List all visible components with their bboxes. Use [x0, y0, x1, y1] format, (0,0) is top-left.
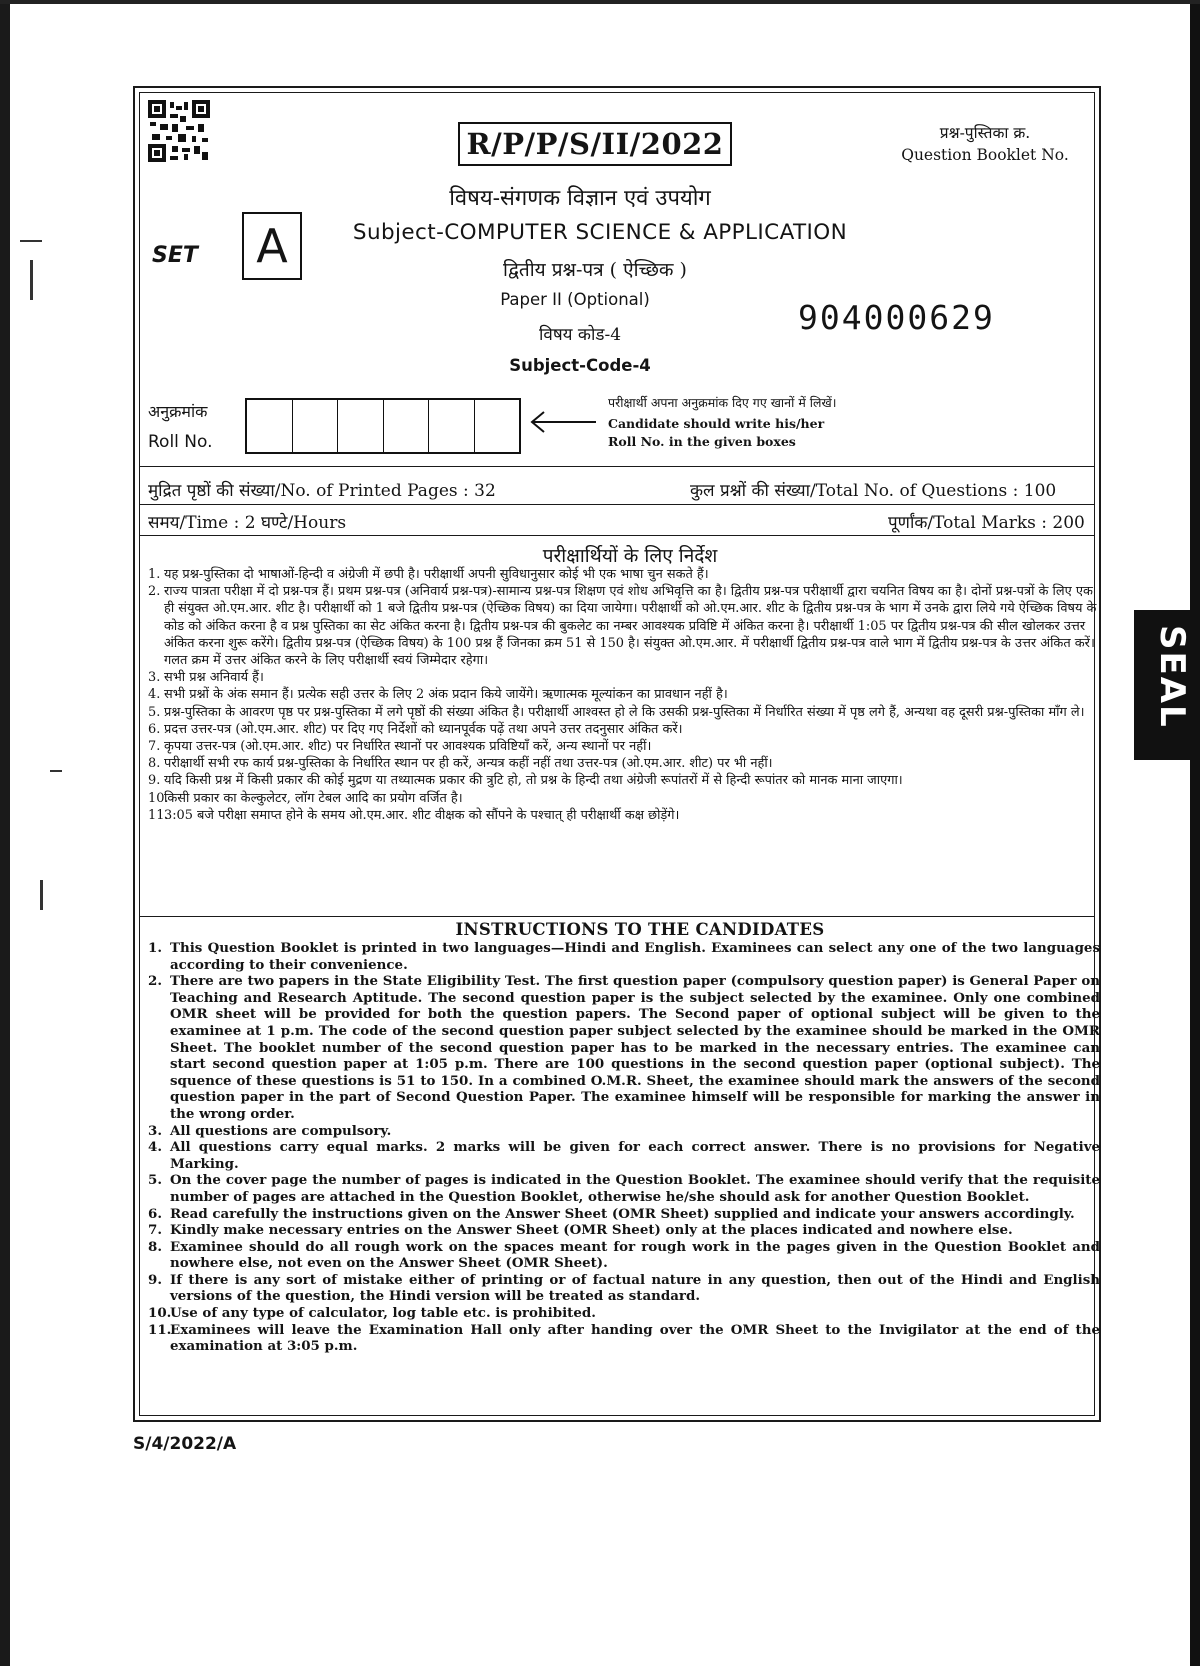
exam-time: समय/Time : 2 घण्टे/Hours: [148, 513, 347, 533]
printed-pages: मुद्रित पृष्ठों की संख्या/No. of Printed Pages : 32: [148, 481, 496, 501]
roll-digit-box[interactable]: [247, 400, 293, 452]
divider: [139, 504, 1095, 505]
roll-number-boxes[interactable]: [245, 398, 521, 454]
instruction-item: 9. If there is any sort of mistake either of printing or of factual nature in any question, then out of the Hindi and English versions of the question, the Hindi version will be treated as standard.: [148, 1271, 1100, 1305]
booklet-number-label: [880, 122, 1090, 166]
instruction-item: 9. यदि किसी प्रश्न में किसी प्रकार की कोई मुद्रण या तथ्यात्मक प्रकार की त्रुटि हो, तो प्रश्न के हिन्दी तथा अंग्रेजी रूपांतरों में से हिन्दी रूपांतर को मानक माना जाएगा।: [148, 773, 903, 789]
roll-digit-box[interactable]: [293, 400, 339, 452]
booklet-number-label-hi: प्रश्न-पुस्तिका क्र.: [939, 124, 1031, 142]
paper-title-en: Paper II (Optional): [500, 290, 650, 309]
subject-title-en: Subject-COMPUTER SCIENCE & APPLICATION: [352, 220, 848, 245]
scan-edge-left: [0, 0, 10, 1666]
instruction-item: 3. All questions are compulsory.: [148, 1122, 392, 1139]
instruction-item: 5. प्रश्न-पुस्तिका के आवरण पृष्ठ पर प्रश्न-पुस्तिका में लगे पृष्ठों की संख्या अंकित है। परीक्षार्थी आश्वस्त हो ले कि उसकी प्रश्न-पुस्तिका में निर्धारित संख्या में पृष्ठ लगे हैं, अन्यथा वह दूसरी प्रश्न-पुस्तिका माँग ले।: [148, 704, 1085, 720]
instructions-list-hi: [148, 566, 1100, 824]
roll-instruction: [608, 392, 908, 450]
scan-edge-top: [0, 0, 1200, 4]
instructions-title-hi: परीक्षार्थियों के लिए निर्देश: [542, 545, 718, 567]
set-label: SET: [152, 243, 198, 268]
instruction-item: 10. Use of any type of calculator, log table etc. is prohibited.: [148, 1305, 596, 1322]
instruction-item: 1. यह प्रश्न-पुस्तिका दो भाषाओं-हिन्दी व अंग्रेजी में छपी है। परीक्षार्थी अपनी सुविधानुसार कोई भी एक भाषा चुन सकते हैं।: [148, 567, 709, 582]
scan-edge-right: [1190, 0, 1200, 1666]
roll-digit-box[interactable]: [429, 400, 475, 452]
scan-speck: [50, 770, 62, 772]
divider: [139, 916, 1095, 917]
arrow-left-icon: [528, 410, 598, 434]
instruction-item: 11. 3:05 बजे परीक्षा समाप्त होने के समय ओ.एम.आर. शीट वीक्षक को सौंपने के पश्चात् ही परीक्षार्थी कक्ष छोड़ेंगे।: [148, 807, 680, 823]
roll-digit-box[interactable]: [384, 400, 430, 452]
set-value-box: A: [242, 212, 302, 280]
roll-label-hi: अनुक्रमांक: [148, 402, 208, 421]
instruction-item: 11. Examinees will leave the Examination Hall only after handing over the OMR Sheet to the Invigilator at the end of the examination at 3:05 p.m.: [148, 1321, 1100, 1355]
divider: [139, 466, 1095, 467]
roll-instruction-en-2: Roll No. in the given boxes: [608, 434, 796, 449]
subject-code-hi: विषय कोड-4: [538, 325, 622, 345]
footer-code: S/4/2022/A: [133, 1434, 237, 1454]
subject-title-hi: विषय-संगणक विज्ञान एवं उपयोग: [449, 186, 711, 211]
instruction-item: 6. Read carefully the instructions given on the Answer Sheet (OMR Sheet) supplied and indicate your answers accordingly.: [148, 1205, 1075, 1222]
divider: [139, 535, 1095, 536]
instruction-item: 2. राज्य पात्रता परीक्षा में दो प्रश्न-पत्र हैं। प्रथम प्रश्न-पत्र (अनिवार्य प्रश्न-पत्र)-सामान्य प्रश्न-पत्र शिक्षण एवं शोध अभिवृत्ति का है। द्वितीय प्रश्न-पत्र परीक्षार्थी द्वारा चयनित विषय का है। दोनों प्रश्न-पत्रों के लिए एक ही संयुक्त ओ.एम.आर. शीट है। परीक्षार्थी को 1 बजे द्वितीय प्रश्न-पत्र (ऐच्छिक विषय) का दिया जायेगा। परीक्षार्थी को ओ.एम.आर. शीट के द्वितीय प्रश्न-पत्र के भाग में उनके द्वारा लिये गये ऐच्छिक विषय के कोड को अंकित करना है व प्रश्न पुस्तिका का सेट अंकित करना है। द्वितीय प्रश्न-पत्र की बुकलेट का नम्बर आवश्यक प्रविष्टि में अंकित करना है। परीक्षार्थी 1:05 पर द्वितीय प्रश्न-पत्र की सील खोलकर उत्तर अंकित करना शुरू करेंगे। द्वितीय प्रश्न-पत्र (ऐच्छिक विषय) के 100 प्रश्न हैं जिनका क्रम 51 से 150 है। संयुक्त ओ.एम.आर. में परीक्षार्थी द्वितीय प्रश्न-पत्र वाले भाग में द्वितीय प्रश्न-पत्र के उत्तर अंकित करें। गलत क्रम में उत्तर अंकित करने के लिए परीक्षार्थी स्वयं जिम्मेदार रहेगा।: [148, 584, 1097, 669]
instructions-title-en: INSTRUCTIONS TO THE CANDIDATES: [455, 920, 825, 939]
total-questions: कुल प्रश्नों की संख्या/Total No. of Questions : 100: [690, 481, 1057, 501]
scan-speck: [40, 880, 43, 910]
instruction-item: 7. Kindly make necessary entries on the Answer Sheet (OMR Sheet) only at the places indicated and nowhere else.: [148, 1222, 1013, 1239]
roll-digit-box[interactable]: [338, 400, 384, 452]
scan-speck: [30, 260, 33, 300]
instruction-item: 5. On the cover page the number of pages is indicated in the Question Booklet. The examinee should verify that the requisite number of pages are attached in the Question Booklet, otherwise he/she should ask for another Question Booklet.: [148, 1172, 1100, 1205]
instruction-item: 6. प्रदत्त उत्तर-पत्र (ओ.एम.आर. शीट) पर दिए गए निर्देशों को ध्यानपूर्वक पढ़ें तथा अपने उत्तर तदनुसार अंकित करें।: [148, 721, 683, 737]
roll-instruction-en-1: Candidate should write his/her: [608, 416, 825, 431]
instruction-item: 1. This Question Booklet is printed in two languages—Hindi and English. Examinees can select any one of the two languages according to their convenience.: [148, 940, 1100, 973]
instruction-item: 4. सभी प्रश्नों के अंक समान हैं। प्रत्येक सही उत्तर के लिए 2 अंक प्रदान किये जायेंगे। ऋणात्मक मूल्यांकन का प्रावधान नहीं है।: [148, 687, 728, 703]
roll-digit-box[interactable]: [475, 400, 520, 452]
instruction-item: 8. परीक्षार्थी सभी रफ कार्य प्रश्न-पुस्तिका के निर्धारित स्थान पर ही करें, अन्यत्र कहीं नहीं तथा उत्तर-पत्र (ओ.एम.आर. शीट) पर भी नहीं।: [148, 756, 773, 772]
instruction-item: 8. Examinee should do all rough work on the spaces meant for rough work in the pages given in the Question Booklet and nowhere else, not even on the Answer Sheet (OMR Sheet).: [148, 1238, 1100, 1272]
paper-title-hi: द्वितीय प्रश्न-पत्र ( ऐच्छिक ): [503, 259, 687, 281]
roll-label-en: Roll No.: [148, 432, 213, 452]
seal-label: SEAL: [1152, 625, 1192, 729]
scan-speck: [20, 240, 42, 242]
instruction-item: 7. कृपया उत्तर-पत्र (ओ.एम.आर. शीट) पर निर्धारित स्थानों पर आवश्यक प्रविष्टियाँ करें, अन्य स्थानों पर नहीं।: [148, 739, 652, 755]
instructions-list-en: [148, 940, 1100, 1355]
subject-code-en: Subject-Code-4: [509, 356, 651, 375]
total-marks: पूर्णांक/Total Marks : 200: [888, 513, 1085, 533]
instruction-item: 4. All questions carry equal marks. 2 marks will be given for each correct answer. There is no provisions for Negative Marking.: [148, 1139, 1100, 1172]
instruction-item: 2. There are two papers in the State Eligibility Test. The first question paper (compulsory question paper) is General Paper on Teaching and Research Aptitude. The second question paper is the subject selected by the examinee. Only one combined OMR sheet will be provided for both the question papers. The Second paper of optional subject will be given to the examinee at 1 p.m. The code of the second question paper subject selected by the examinee should be marked in the OMR Sheet. The booklet number of the second question paper has to be marked in the necessary entries. The examinee can start second question paper at 1:05 p.m. There are 100 questions in the second question paper (optional subject). The squence of these questions is 51 to 150. In a combined O.M.R. Sheet, the examinee should mark the answers of the second question paper in the part of Second Question Paper. The examinee himself will be responsible for marking the answer in the wrong order.: [148, 973, 1100, 1122]
qr-code-icon: [148, 100, 210, 162]
paper-code: R/P/P/S/II/2022: [458, 122, 732, 166]
instruction-item: 3. सभी प्रश्न अनिवार्य हैं।: [148, 670, 264, 686]
serial-number: 904000629: [798, 298, 995, 337]
booklet-number-label-en: Question Booklet No.: [901, 146, 1069, 164]
roll-instruction-hi: परीक्षार्थी अपना अनुक्रमांक दिए गए खानों में लिखें।: [608, 395, 837, 410]
instruction-item: 10. किसी प्रकार का केल्कुलेटर, लॉग टेबल आदि का प्रयोग वर्जित है।: [148, 790, 463, 806]
